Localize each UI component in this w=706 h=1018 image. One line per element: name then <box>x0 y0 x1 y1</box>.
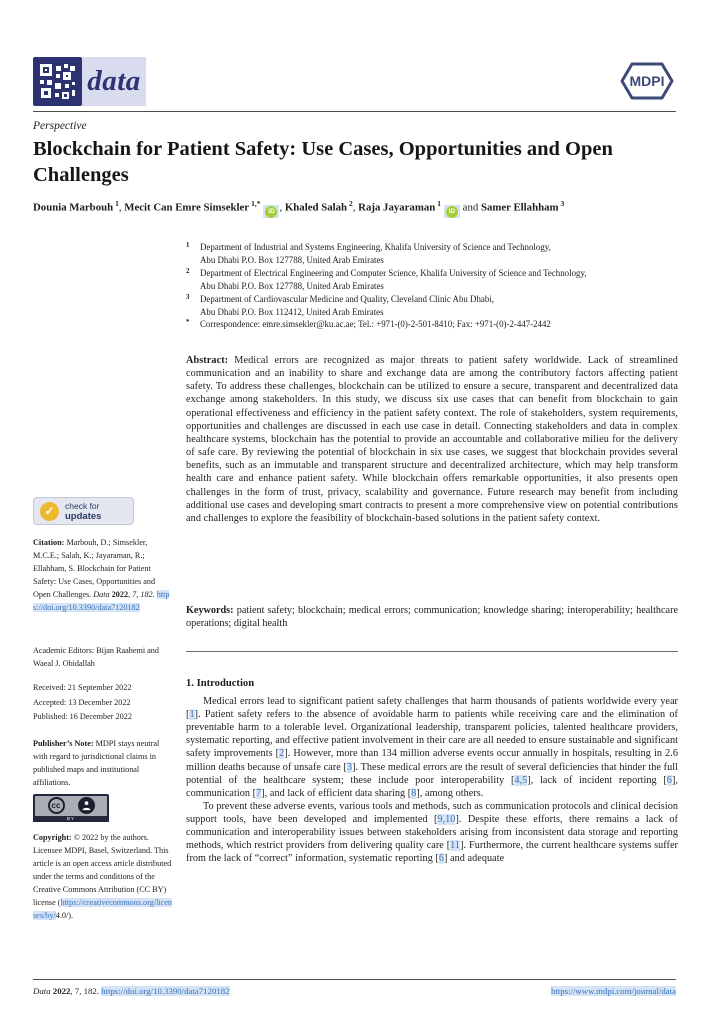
publishers-note-text: MDPI stays neutral with regard to jurisdictional claims in published maps and institutional affiliations. <box>33 739 160 787</box>
journal-name: data <box>87 65 141 97</box>
publishers-note <box>33 737 172 789</box>
footer-citation <box>33 986 230 996</box>
copyright-label: Copyright: <box>33 833 72 842</box>
keywords <box>186 604 678 630</box>
citation-reference[interactable]: 1 <box>189 709 195 721</box>
authors-line: Dounia Marbouh $^1$, Mecit Can Emre Simsekler $^{1,*}$iD , Khaled Salah $^2$, Raja Jayaraman $^1$iD and Samer Ellahham $^3$ <box>33 199 678 218</box>
author-name: Samer Ellahham <box>480 201 559 214</box>
footer-divider <box>33 979 676 980</box>
orcid-icon[interactable]: iD <box>263 205 279 218</box>
introduction-section <box>186 677 678 865</box>
article-title: Blockchain for Patient Safety: Use Cases, Opportunities and Open Challenges <box>33 138 613 186</box>
citation-reference[interactable]: 2 <box>279 748 285 760</box>
cc-license-link[interactable]: https://creativecommons.org/licenses/by/ <box>33 898 173 920</box>
author-name: Raja Jayaraman <box>358 201 436 214</box>
citation-year: 2022 <box>109 590 129 599</box>
citation-reference[interactable]: 4,5 <box>514 774 528 786</box>
footer-doi-link[interactable]: https://doi.org/10.3390/data7120182 <box>101 986 230 996</box>
mdpi-logo-text: MDPI <box>629 73 665 89</box>
citation-reference[interactable]: 9,10 <box>437 813 456 825</box>
abstract-text: Medical errors are recognized as major threats to patient safety worldwide. Lack of streamlined communication and an inability to share and exchange data are among the contributory factors affecting patient safety. To address these challenges, blockchain can be utilized to ensure a secure, transparent and decentralized data exchange among stakeholders. In this study, we discuss six use cases that can benefit from blockchain to gain operational effectiveness and efficiency in the patient safety context. The role of stakeholders, system requirements, opportunities and challenges are discussed in each use case in detail. Connecting stakeholders and data in complex healthcare systems, blockchain has the potential to provide an accountable and collaborative milieu for the delivery of safe care. By reviewing the potential of blockchain in six use cases, we suggest that blockchain provides several benefits, such as an immutable and transparent structure and decentralized architecture, which may help transform health care and enhance patient safety. While blockchain offers remarkable opportunities, it also presents open challenges in the form of trust, privacy, scalability and governance. Future research may benefit from including additional use cases and developing smart contracts to present a more comprehensive view on potential contributions and challenges to explore the feasibility of blockchain-based solutions in the patient safety context. <box>186 355 678 524</box>
author-name: Khaled Salah <box>284 201 347 214</box>
history-date: Received: 21 September 2022 <box>33 683 132 692</box>
journal-qr-icon <box>33 57 82 106</box>
author-name: Dounia Marbouh <box>33 201 114 214</box>
citation-reference[interactable]: 11 <box>450 840 461 852</box>
footer-year: 2022 <box>50 986 71 996</box>
cc-by-label: BY <box>33 816 109 822</box>
citation-reference[interactable]: 3 <box>346 761 353 773</box>
journal-name-box <box>82 57 146 106</box>
keywords-text: patient safety; blockchain; medical errors; communication; knowledge sharing; interoperability; healthcare operations; digital health <box>186 605 678 630</box>
orcid-icon[interactable]: iD <box>444 205 460 218</box>
author-affiliation-marker: 1 <box>437 199 441 208</box>
citation-label: Citation: <box>33 538 65 547</box>
affiliation-row: 3 Department of Cardiovascular Medicine and Quality, Cleveland Clinic Abu Dhabi, Abu Dhabi P.O. Box 112412, United Arab Emirates <box>186 293 494 317</box>
academic-editors: Academic Editors: Bijan Raahemi and Waeal J. Obidallah <box>33 646 159 668</box>
check-icon: ✓ <box>40 502 59 521</box>
section-heading: 1. Introduction <box>186 678 255 689</box>
footer-issue: , 7, 182. <box>70 986 102 996</box>
history-dates <box>33 681 172 725</box>
author-affiliation-marker: 3 <box>560 199 565 208</box>
citation-doi-link[interactable]: https://doi.org/10.3390/data7120182 <box>33 590 170 612</box>
article-type: Perspective <box>33 120 87 132</box>
history-date: Published: 16 December 2022 <box>33 712 132 721</box>
person-icon <box>78 797 95 814</box>
check-for-updates-button[interactable] <box>33 497 134 525</box>
copyright-text-end: 4.0/). <box>55 911 74 920</box>
check-updates-label: check for updates <box>65 500 102 522</box>
citation-block <box>33 536 172 614</box>
keywords-divider <box>186 651 678 652</box>
history-date: Accepted: 13 December 2022 <box>33 697 131 707</box>
affiliation-row: 1 Department of Industrial and Systems Engineering, Khalifa University of Science and Technology, Abu Dhabi P.O. Box 127788, United Arab Emirates <box>186 242 551 265</box>
footer <box>33 986 676 996</box>
citation-reference[interactable]: 6 <box>666 774 672 786</box>
mdpi-logo[interactable] <box>618 60 676 102</box>
intro-paragraph-2: To prevent these adverse events, various tools and methods, such as communication protocols and clinical decision support tools, have been developed and implemented [9,10]. Despite these efforts, there remains a lack of communication and interoperability issues between stakeholders arising from inconsistent data storage and reporting methods, which restrict providers from delivering quality care [11]. Furthermore, the current healthcare systems suffer from the lack of “correct” information, systematic reporting [6] and adequate <box>186 800 678 865</box>
affiliation-row: 2 Department of Electrical Engineering and Computer Science, Khalifa University of Science and Technology, Abu Dhabi P.O. Box 127788, United Arab Emirates <box>186 267 587 291</box>
abstract-label: Abstract: <box>186 355 229 366</box>
header-divider <box>33 111 676 112</box>
journal-logo[interactable] <box>33 57 146 106</box>
footer-journal-link[interactable]: https://www.mdpi.com/journal/data <box>550 986 676 996</box>
citation-journal: Data <box>93 590 110 599</box>
publishers-note-label: Publisher’s Note: <box>33 739 94 748</box>
citation-reference[interactable]: 8 <box>411 787 417 799</box>
author-name: Mecit Can Emre Simsekler <box>124 201 250 214</box>
intro-paragraph-1: Medical errors lead to significant patient safety challenges that harm thousands of patients worldwide every year [1]. Patient safety refers to the absence of avoidable harm to patients while receiving care and the elimination of preventable harm to a tolerable level. Organizational leadership, transparent policies, talented healthcare providers, systematic reporting, and effective patient involvement in their care are all needed to ensure sustainable and significant safety improvements [2]. However, more than 134 million adverse events occur annually in hospitals, resulting in 2.6 million deaths because of unsafe care [3]. These medical errors are the result of several deficiencies that hinder the full potential of the healthcare system; these include poor interoperability [4,5], lack of incident reporting [6], communication [7], and lack of efficient data sharing [8], among others. <box>186 696 678 799</box>
cc-icon: cc <box>48 797 65 814</box>
citation-tail: , 7, 182. <box>128 590 157 599</box>
citation-reference[interactable]: 7 <box>256 787 262 799</box>
abstract <box>186 354 678 525</box>
citation-reference[interactable]: 6 <box>438 853 445 865</box>
affiliation-row: * Correspondence: emre.simsekler@ku.ac.ae; Tel.: +971-(0)-2-501-8410; Fax: +971-(0)-2-447-2442 <box>186 319 551 330</box>
cc-by-license-badge[interactable] <box>33 794 109 822</box>
copyright-block <box>33 831 172 922</box>
author-affiliation-marker: 1 <box>115 199 119 208</box>
copyright-text: © 2022 by the authors. Licensee MDPI, Basel, Switzerland. This article is an open access article distributed under the terms and conditions of the Creative Commons Attribution (CC BY) license ( <box>33 833 172 907</box>
affiliations-list <box>186 241 678 331</box>
author-affiliation-marker: 2 <box>349 199 353 208</box>
footer-journal: Data <box>33 986 51 996</box>
author-affiliation-marker: 1,* <box>251 199 261 208</box>
keywords-label: Keywords: <box>186 605 234 616</box>
citation-body: Marbouh, D.; Simsekler, M.C.E.; Salah, K.; Jayaraman, R.; Ellahham, S. Blockchain for Patient Safety: Use Cases, Opportunities and Open Challenges. <box>33 538 156 599</box>
